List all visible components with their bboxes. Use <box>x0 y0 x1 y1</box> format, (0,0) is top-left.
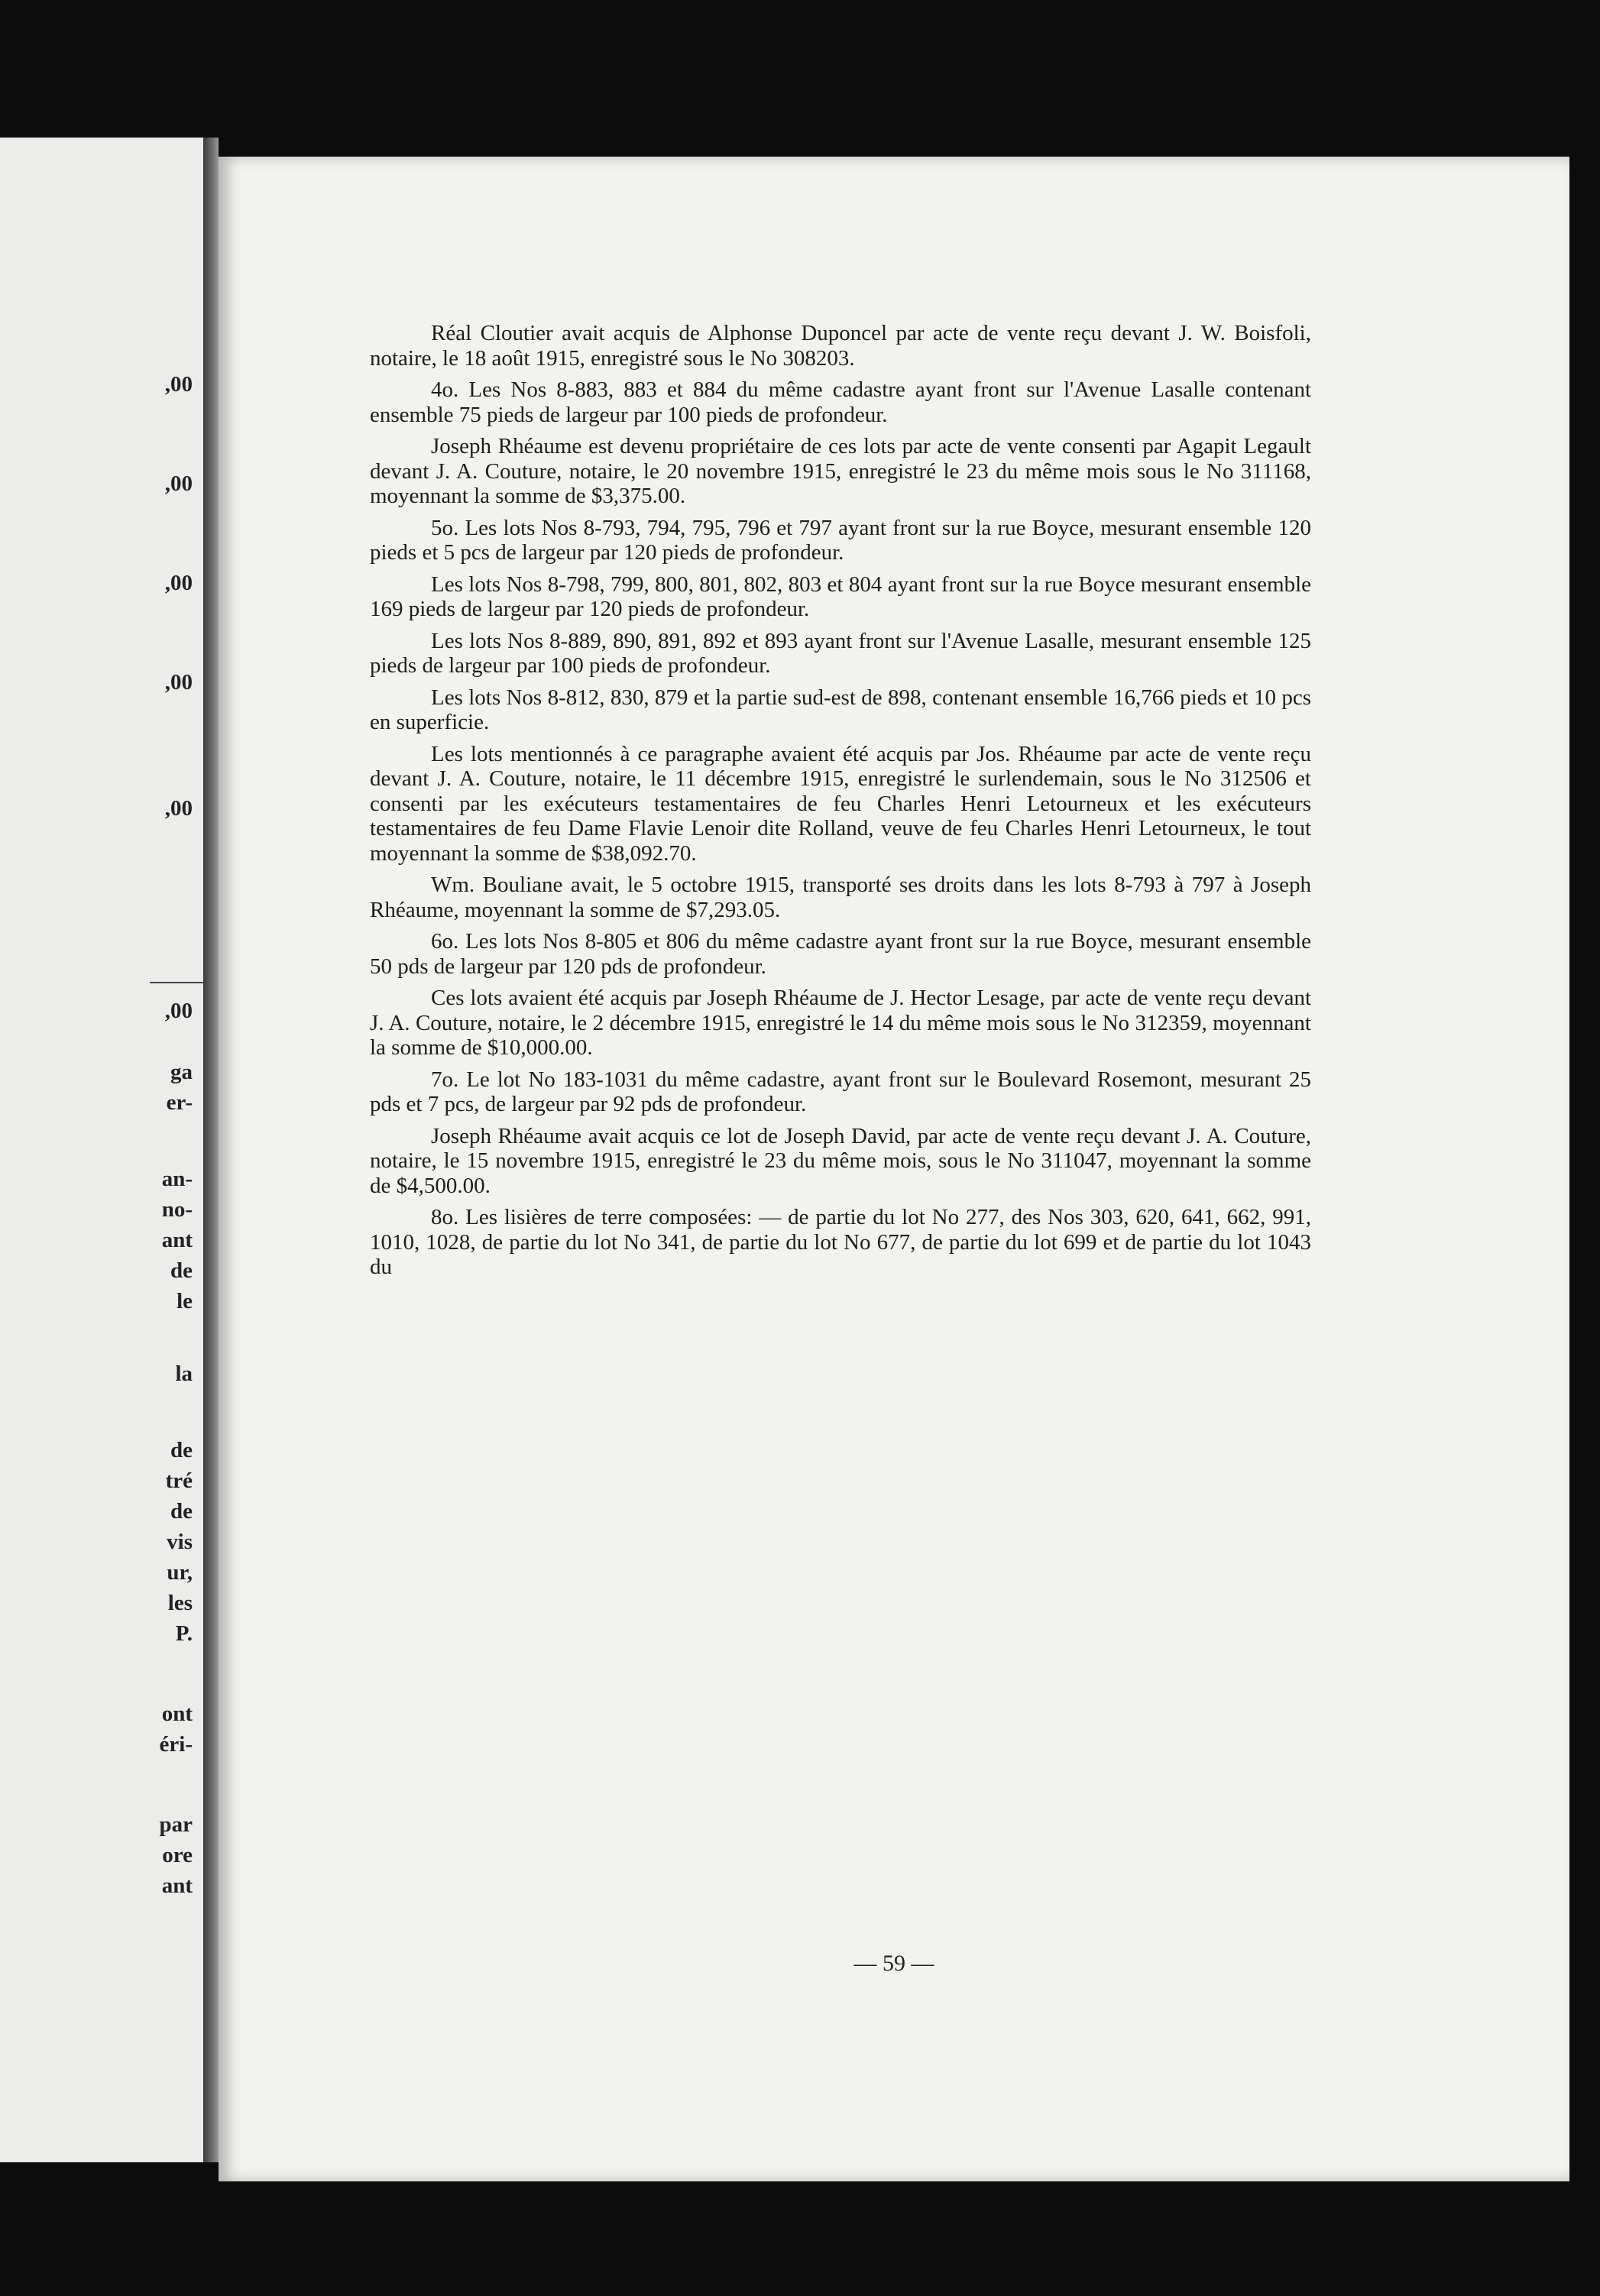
left-rule <box>150 982 203 983</box>
left-fragment: ga <box>170 1060 193 1084</box>
left-fragment: ant <box>161 1873 193 1898</box>
left-fragment: de <box>170 1499 193 1524</box>
book-gutter <box>203 138 219 2162</box>
paragraph: Les lots mentionnés à ce paragraphe avaient été acquis par Jos. Rhéaume par acte de vente reçu devant J. A. Couture, notaire, le 11 décembre 1915, enregistré le surlendemain, sous le No 312506 et consenti par les exécuteurs testamentaires de feu Charles Henri Letourneux et les exécuteurs testamentaires de feu Dame Flavie Lenoir dite Rolland, veuve de feu Charles Henri Letourneux, le tout moyennant la somme de $38,092.70. <box>370 741 1311 866</box>
left-fragment: ,00 <box>164 471 193 496</box>
paragraph: Wm. Bouliane avait, le 5 octobre 1915, transporté ses droits dans les lots 8-793 à 797 à Joseph Rhéaume, moyennant la somme de $7,293.05. <box>370 873 1311 922</box>
page-59 <box>219 157 1569 2181</box>
left-fragment: par <box>159 1812 193 1837</box>
left-fragment: ur, <box>167 1560 193 1585</box>
paragraph: 5o. Les lots Nos 8-793, 794, 795, 796 et 797 ayant front sur la rue Boyce, mesurant ensemble 120 pieds et 5 pcs de largeur par 120 pieds de profondeur. <box>370 515 1311 565</box>
left-fragment: le <box>177 1289 193 1313</box>
left-fragment: les <box>167 1591 193 1615</box>
paragraph: Joseph Rhéaume avait acquis ce lot de Joseph David, par acte de vente reçu devant J. A. Couture, notaire, le 15 novembre 1915, enregistré le 23 du même mois, sous le No 311047, moyennant la somme de $4,500.00. <box>370 1123 1311 1198</box>
left-fragment: vis <box>167 1530 193 1554</box>
left-fragment: de <box>170 1258 193 1283</box>
paragraph: Joseph Rhéaume est devenu propriétaire de ces lots par acte de vente consenti par Agapit Legault devant J. A. Couture, notaire, le 20 novembre 1915, enregistré le 23 du même mois sous le No 311168, moyennant la somme de $3,375.00. <box>370 434 1311 508</box>
left-fragment: tré <box>165 1469 193 1493</box>
left-fragment: er- <box>166 1090 193 1115</box>
left-fragment: ,00 <box>164 796 193 821</box>
left-fragment: ,00 <box>164 372 193 397</box>
left-fragment: ,00 <box>164 999 193 1023</box>
paragraph: Réal Cloutier avait acquis de Alphonse Duponcel par acte de vente reçu devant J. W. Boisfoli, notaire, le 18 août 1915, enregistré sous le No 308203. <box>370 321 1311 371</box>
paragraph: 8o. Les lisières de terre composées: — de partie du lot No 277, des Nos 303, 620, 641, 662, 991, 1010, 1028, de partie du lot No 341, de partie du lot No 677, de partie du lot 699 et de partie du lot 1043 du <box>370 1205 1311 1279</box>
left-fragment: no- <box>161 1197 193 1222</box>
paragraph: Les lots Nos 8-798, 799, 800, 801, 802, 803 et 804 ayant front sur la rue Boyce mesurant ensemble 169 pieds de largeur par 120 pieds de profondeur. <box>370 572 1311 621</box>
body-text <box>370 321 1311 1287</box>
left-fragment: éri- <box>159 1732 193 1757</box>
left-fragment: ,00 <box>164 571 193 595</box>
paragraph: 7o. Le lot No 183-1031 du même cadastre, ayant front sur le Boulevard Rosemont, mesurant 25 pds et 7 pcs, de largeur par 92 pds de profondeur. <box>370 1067 1311 1116</box>
left-fragment: la <box>175 1362 193 1386</box>
left-fragment: ,00 <box>164 670 193 695</box>
left-fragment: ore <box>162 1843 193 1867</box>
paragraph: Les lots Nos 8-889, 890, 891, 892 et 893 ayant front sur l'Avenue Lasalle, mesurant ensemble 125 pieds de largeur par 100 pieds de profondeur. <box>370 628 1311 678</box>
paragraph: 4o. Les Nos 8-883, 883 et 884 du même cadastre ayant front sur l'Avenue Lasalle contenant ensemble 75 pieds de largeur par 100 pieds de profondeur. <box>370 377 1311 427</box>
paragraph: Les lots Nos 8-812, 830, 879 et la partie sud-est de 898, contenant ensemble 16,766 pieds et 10 pcs en superficie. <box>370 685 1311 734</box>
left-page-fragment <box>0 138 203 2162</box>
left-fragment: ant <box>161 1228 193 1252</box>
left-fragment: an- <box>161 1167 193 1191</box>
paragraph: Ces lots avaient été acquis par Joseph Rhéaume de J. Hector Lesage, par acte de vente reçu devant J. A. Couture, notaire, le 2 décembre 1915, enregistré le 14 du même mois sous le No 312359, moyennant la somme de $10,000.00. <box>370 986 1311 1060</box>
paragraph: 6o. Les lots Nos 8-805 et 806 du même cadastre ayant front sur la rue Boyce, mesurant ensemble 50 pds de largeur par 120 pds de profondeur. <box>370 929 1311 979</box>
page-number: — 59 — <box>853 1951 934 1976</box>
left-fragment: P. <box>175 1621 193 1646</box>
left-fragment: de <box>170 1438 193 1462</box>
left-fragment: ont <box>161 1702 193 1726</box>
